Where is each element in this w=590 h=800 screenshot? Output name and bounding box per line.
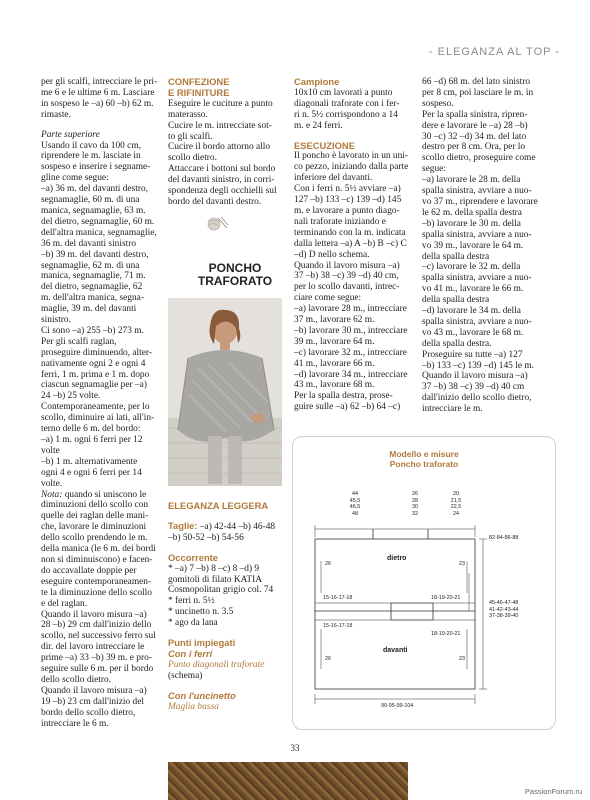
text-line: Quando il lavoro misura –a) xyxy=(41,609,147,620)
text-line: proseguire diminuendo, alter- xyxy=(41,347,152,358)
text-line: della spalla destra xyxy=(422,295,490,306)
heading-eleganza-leggera: ELEGANZA LEGGERA xyxy=(168,500,269,511)
text-line: bordo del davanti destro. xyxy=(168,196,262,207)
column-2-lower xyxy=(168,501,284,713)
heading-punti-impiegati: Punti impiegati xyxy=(168,637,236,649)
text-line: –b) lavorare 30 m., intrecciare xyxy=(294,325,408,336)
text-line: Per gli scalfi raglan, xyxy=(41,336,117,347)
dim-26-bottom: 26 xyxy=(325,656,331,662)
text-line: del davanti sinistro, in corri- xyxy=(168,175,275,186)
text-line: ferri, 1 m. prima e 1 m. dopo xyxy=(41,369,150,380)
text-line: eseguire contemporaneamen- xyxy=(41,576,152,587)
text-line: 37 m., lavorare 62 m. xyxy=(294,315,375,326)
text-line: Quando il lavoro misura –a) xyxy=(422,371,528,382)
text-line: dello scollo prendendo le m. xyxy=(41,533,148,544)
esecuzione-text xyxy=(294,151,412,413)
occorrente-item: * –a) 7 –b) 8 –c) 8 –d) 9 xyxy=(168,563,260,574)
poncho-title xyxy=(190,262,280,288)
dim-value: 45,5 xyxy=(349,497,361,504)
text-line: volte xyxy=(41,445,60,456)
occorrente-item: gomitoli di filato KATIA xyxy=(168,574,263,585)
occorrente-item: Cosmopolitan grigio col. 74 xyxy=(168,585,274,596)
text-line: vo 41 m., lavorare le 66 m. xyxy=(422,284,524,295)
text-line: per lo scollo davanti, intrec- xyxy=(294,282,400,293)
dim-bottom-width: 90-95-99-104 xyxy=(381,703,414,709)
punto-diagonali: Punto diagonali traforate xyxy=(168,659,265,670)
text-line: spalla sinistra, avviare a nuo- xyxy=(422,186,532,197)
text-line: per 8 cm, poi lasciare le m. in xyxy=(422,87,534,98)
text-line: co pezzo, iniziando dalla parte xyxy=(294,162,409,173)
text-line: m. e 24 ferri. xyxy=(294,120,343,131)
neck-opening xyxy=(391,603,433,620)
text-line: bordo dello scollo dietro, xyxy=(41,707,136,718)
occorrente-item: * uncinetto n. 3.5 xyxy=(168,607,234,618)
dim-right-neck xyxy=(489,600,518,620)
text-line: della spalla destra. xyxy=(422,338,492,349)
diagram-subtitle: Poncho traforato xyxy=(389,459,459,469)
column-2 xyxy=(168,77,284,208)
text-line: ciare come segue: xyxy=(294,293,362,304)
text-line: 66 –d) 68 m. del lato sinistro xyxy=(422,77,531,87)
text-line: 43 m., lavorare 68 m. xyxy=(294,380,375,391)
text-line: che, lavorare le diminuzioni xyxy=(41,522,147,533)
dim-value: 20 xyxy=(453,491,459,497)
dim-23-bottom: 23 xyxy=(459,656,465,662)
column-4 xyxy=(422,77,552,415)
dim-left-lower: 15-16-17-18 xyxy=(323,623,353,629)
text-line: intrecciare le 6 m. xyxy=(41,718,109,729)
dim-top-right xyxy=(446,491,466,517)
text-line: spalla sinistra, avviare a nuo- xyxy=(422,273,532,284)
text-line: do accavallate doppie per xyxy=(41,565,137,576)
text-line: me 6 e le ultime 6 m. Lasciare xyxy=(41,87,155,98)
text-line: materasso. xyxy=(168,109,208,120)
text-line: terminando con la m. indicata xyxy=(294,227,406,238)
text-line: dall'inizio dello scollo dietro, xyxy=(422,393,532,404)
text-line: Per la spalla sinistra, ripren- xyxy=(422,109,528,120)
text-line: scollo dietro. xyxy=(168,153,217,164)
text-line: –d) lavorare 34 m., intrecciare xyxy=(294,369,408,380)
text-line: manica, segnamaglie, 63 m. xyxy=(41,205,146,216)
col1-parte-text xyxy=(41,141,161,490)
text-line: quando si uniscono le xyxy=(62,489,147,500)
text-line: e del raglan. xyxy=(41,598,88,609)
dim-value: 28 xyxy=(412,497,418,504)
occorrente-item: * ferri n. 5½ xyxy=(168,596,215,607)
text-line: –a) 36 m. del davanti destro, xyxy=(41,184,149,195)
taglie-line1 xyxy=(168,521,284,533)
text-line: in sospeso le –a) 60 –b) 62 m. xyxy=(41,98,154,109)
text-line: vo 43 m., lavorare le 68 m. xyxy=(422,327,524,338)
text-line: 24 –b) 25 volte. xyxy=(41,391,101,402)
text-line: diminuzioni dello scollo con xyxy=(41,500,149,511)
dim-value: 24 xyxy=(453,510,459,517)
campione-text xyxy=(294,88,412,132)
text-line: scollo, diminuire ai lati, all'in- xyxy=(41,413,155,424)
text-line: del dietro, segnamaglie, 60 m. xyxy=(41,216,155,227)
text-line: del dietro, segnamaglie, 62 xyxy=(41,282,143,293)
dim-value: 44 xyxy=(352,491,358,497)
text-line: prime –a) 33 –b) 39 m. e pro- xyxy=(41,653,152,664)
text-line: intrecciare le m. xyxy=(422,404,483,415)
poncho-title-line2: TRAFORATO xyxy=(197,274,273,288)
text-line: della spalla destra xyxy=(422,251,490,262)
col4-text xyxy=(422,77,552,415)
dim-26-top: 26 xyxy=(325,561,331,567)
text-line: riprendere le m. lasciate in xyxy=(41,151,141,162)
text-line: Quando il lavoro misura –a) xyxy=(294,260,400,271)
text-line: 10x10 cm lavorati a punto xyxy=(294,87,393,98)
text-line: manica, segnamaglie, 71 m. xyxy=(41,271,146,282)
knit-texture-image xyxy=(168,762,408,800)
text-line: sospeso e inserire i segname- xyxy=(41,162,151,173)
heading-esecuzione: ESECUZIONE xyxy=(294,139,355,151)
text-line: maglie, 39 m. del davanti xyxy=(41,304,137,315)
text-line: della manica (le 6 m. dei bordi xyxy=(41,544,156,555)
text-line: 41 m., lavorare 66 m. xyxy=(294,358,375,369)
dim-23-top: 23 xyxy=(459,561,465,567)
nota-label: Nota: xyxy=(41,489,63,500)
text-line: m. e lavorare a punto diago- xyxy=(294,205,400,216)
text-line: volte. xyxy=(41,478,63,489)
measurement-diagram xyxy=(292,436,556,730)
poncho-title-line1: PONCHO xyxy=(208,261,262,275)
dim-value: 26 xyxy=(412,491,418,497)
model-photo xyxy=(168,298,282,486)
text-line: Quando il lavoro misura –a) xyxy=(41,685,147,696)
col1-intro xyxy=(41,77,161,121)
text-line: Con i ferri n. 5½ avviare –a) xyxy=(294,184,401,195)
text-line: ogni 4 e ogni 6 ferri per 14 xyxy=(41,467,142,478)
text-line: quelle dei raglan delle mani- xyxy=(41,511,149,522)
text-line: spalla sinistra, avviare a nuo- xyxy=(422,229,532,240)
text-line: scollo dietro, proseguire come xyxy=(422,153,536,164)
col1-nota xyxy=(41,490,161,730)
text-line: –a) lavorare le 28 m. della xyxy=(422,175,521,186)
text-line: dalla lettera –a) A –b) B –c) C xyxy=(294,238,407,249)
text-line: dir. del lavoro intrecciare le xyxy=(41,642,145,653)
text-line: –b) 39 m. del davanti destro, xyxy=(41,249,149,260)
dim-top-mid xyxy=(405,491,425,517)
heading-occorrente: Occorrente xyxy=(168,551,219,563)
column-1 xyxy=(41,77,161,729)
dim-value: 48 xyxy=(352,510,358,517)
diagram-title: Modello e misure xyxy=(389,449,459,459)
label-davanti: davanti xyxy=(383,647,408,654)
text-line: –c) lavorare le 32 m. della xyxy=(422,262,521,273)
text-line: 39 m., lavorare 64 m. xyxy=(294,336,375,347)
col2-confezione-text xyxy=(168,99,284,208)
dim-value: 32 xyxy=(412,510,418,517)
text-line: destro per 8 cm. Ora, per lo xyxy=(422,142,526,153)
taglie-value1: –a) 42-44 –b) 46-48 xyxy=(197,521,276,532)
occorrente-list xyxy=(168,564,284,629)
text-line: –d) D nello schema. xyxy=(294,249,370,260)
text-line: Proseguire su tutte –a) 127 xyxy=(422,349,523,360)
heading-campione: Campione xyxy=(294,76,340,87)
text-line: vo 37 m., riprendere e lavorare xyxy=(422,196,538,207)
text-line: Eseguire le cuciture a punto xyxy=(168,98,273,109)
text-line: diagonali traforate con i fer- xyxy=(294,98,400,109)
text-line: seguire sulle 6 m. per il bordo xyxy=(41,664,154,675)
dim-mid-upper: 18-19-20-21 xyxy=(431,595,461,601)
text-line: 36 m. del davanti sinistro xyxy=(41,238,137,249)
dim-value: 37-38-39-40 xyxy=(489,613,519,620)
text-line: terno delle 6 m. del bordo: xyxy=(41,424,141,435)
heading-confezione: CONFEZIONE xyxy=(168,76,230,87)
text-line: –b) lavorare le 30 m. della xyxy=(422,218,521,229)
text-line: –d) lavorare le 34 m. della xyxy=(422,306,521,317)
dim-value: 41-42-43-44 xyxy=(489,606,519,613)
heading-con-uncinetto: Con l'uncinetto xyxy=(168,689,236,701)
heading-rifiniture: E RIFINITURE xyxy=(168,86,230,98)
text-line: Contemporaneamente, per lo xyxy=(41,402,150,413)
dim-top-left xyxy=(345,491,365,517)
text-line: ciascun segnamaglie per –a) xyxy=(41,380,147,391)
text-line: 28 –b) 29 cm dall'inizio dello xyxy=(41,620,152,631)
text-line: Attaccare i bottoni sul bordo xyxy=(168,164,276,175)
column-3 xyxy=(294,77,412,413)
diagram-drawing xyxy=(293,437,555,729)
text-line: spondenza degli occhielli sul xyxy=(168,186,277,197)
dim-value: 21,5 xyxy=(450,497,462,504)
dim-value: 30 xyxy=(412,504,418,511)
dim-value: 22,5 xyxy=(450,504,462,511)
text-line: Ci sono –a) 255 –b) 273 m. xyxy=(41,325,144,336)
dim-right-total: 82-84-86-88 xyxy=(489,535,519,541)
text-line: 30 –c) 32 –d) 34 m. del lato xyxy=(422,131,527,142)
text-line: per gli scalfi, intrecciare le pri- xyxy=(41,77,158,87)
text-line: Il poncho è lavorato in un uni- xyxy=(294,151,409,162)
text-line: segue: xyxy=(422,164,446,175)
text-line: le 62 m. della spalla destra xyxy=(422,207,522,218)
heading-con-i-ferri: Con i ferri xyxy=(168,647,213,659)
text-line: inferiore del davanti. xyxy=(294,173,373,184)
schema-ref: (schema) xyxy=(168,670,203,681)
text-line: 19 –b) 23 cm dall'inizio del xyxy=(41,696,144,707)
text-line: nativamente ogni 2 e ogni 4 xyxy=(41,358,146,369)
dim-value: 45-46-47-48 xyxy=(489,600,519,606)
section-header: - ELEGANZA AL TOP - xyxy=(428,46,560,58)
text-line: gline come segue: xyxy=(41,173,109,184)
taglie-label: Taglie: xyxy=(168,519,198,531)
dim-value: 46,5 xyxy=(349,504,361,511)
text-line: –a) lavorare 28 m., intrecciare xyxy=(294,304,407,315)
text-line: 127 –b) 133 –c) 139 –d) 145 xyxy=(294,195,402,206)
label-dietro: dietro xyxy=(387,555,407,562)
maglia-bassa: Maglia bassa xyxy=(168,701,219,712)
text-line: segnamaglie, 60 m. di una xyxy=(41,195,140,206)
text-line: to gli scalfi. xyxy=(168,131,213,142)
text-line: rimaste. xyxy=(41,109,71,120)
page-number: 33 xyxy=(290,743,300,753)
watermark: PassionForum.ru xyxy=(524,787,582,796)
text-line: Usando il cavo da 100 cm, xyxy=(41,140,141,151)
text-line: sinistro. xyxy=(41,315,71,326)
text-line: dell'altra manica, segnamaglie, xyxy=(41,227,157,238)
taglie-value2: –b) 50-52 –b) 54-56 xyxy=(168,532,244,543)
occorrente-item: * ago da lana xyxy=(168,618,218,629)
text-line: dere e lavorare le –a) 28 –b) xyxy=(422,120,528,131)
text-line: ri n. 5½ corrispondono a 14 xyxy=(294,109,398,120)
text-line: nali traforate iniziando e xyxy=(294,216,386,227)
text-line: –c) lavorare 32 m., intrecciare xyxy=(294,347,407,358)
text-line: –b) 1 m. alternativamente xyxy=(41,456,138,467)
text-line: Cucire le m. intrecciate sot- xyxy=(168,120,272,131)
text-line: scollo, nel successivo ferro sul xyxy=(41,631,156,642)
text-line: segnamaglie, 62 m. di una xyxy=(41,260,140,271)
dim-mid-lower: 18-19-20-21 xyxy=(431,631,461,637)
text-line: vo 39 m., lavorare le 64 m. xyxy=(422,240,524,251)
text-line: sospeso. xyxy=(422,98,454,109)
dim-left-upper: 15-16-17-18 xyxy=(323,595,353,601)
text-line: spalla sinistra, avviare a nuo- xyxy=(422,316,532,327)
text-line: –a) 1 m. ogni 6 ferri per 12 xyxy=(41,435,143,445)
text-line: dello scollo dietro. xyxy=(41,674,112,685)
text-line: 37 –b) 38 –c) 39 –d) 40 cm, xyxy=(294,271,399,282)
text-line: te la diminuzione dello scollo xyxy=(41,587,152,598)
text-line: non si diminuiscono) e facen- xyxy=(41,554,153,565)
heading-parte-superiore: Parte superiore xyxy=(41,129,100,140)
text-line: Cucire il bordo attorno allo xyxy=(168,142,271,153)
text-line: m. dell'altra manica, segna- xyxy=(41,293,144,304)
text-line: –b) 133 –c) 139 –d) 145 le m. xyxy=(422,360,534,371)
text-line: guire sulle –a) 62 –b) 64 –c) xyxy=(294,402,401,413)
text-line: 37 –b) 38 –c) 39 –d) 40 cm xyxy=(422,382,525,393)
text-line: Per la spalla destra, prose- xyxy=(294,391,393,402)
yarn-ball-icon xyxy=(205,215,229,231)
